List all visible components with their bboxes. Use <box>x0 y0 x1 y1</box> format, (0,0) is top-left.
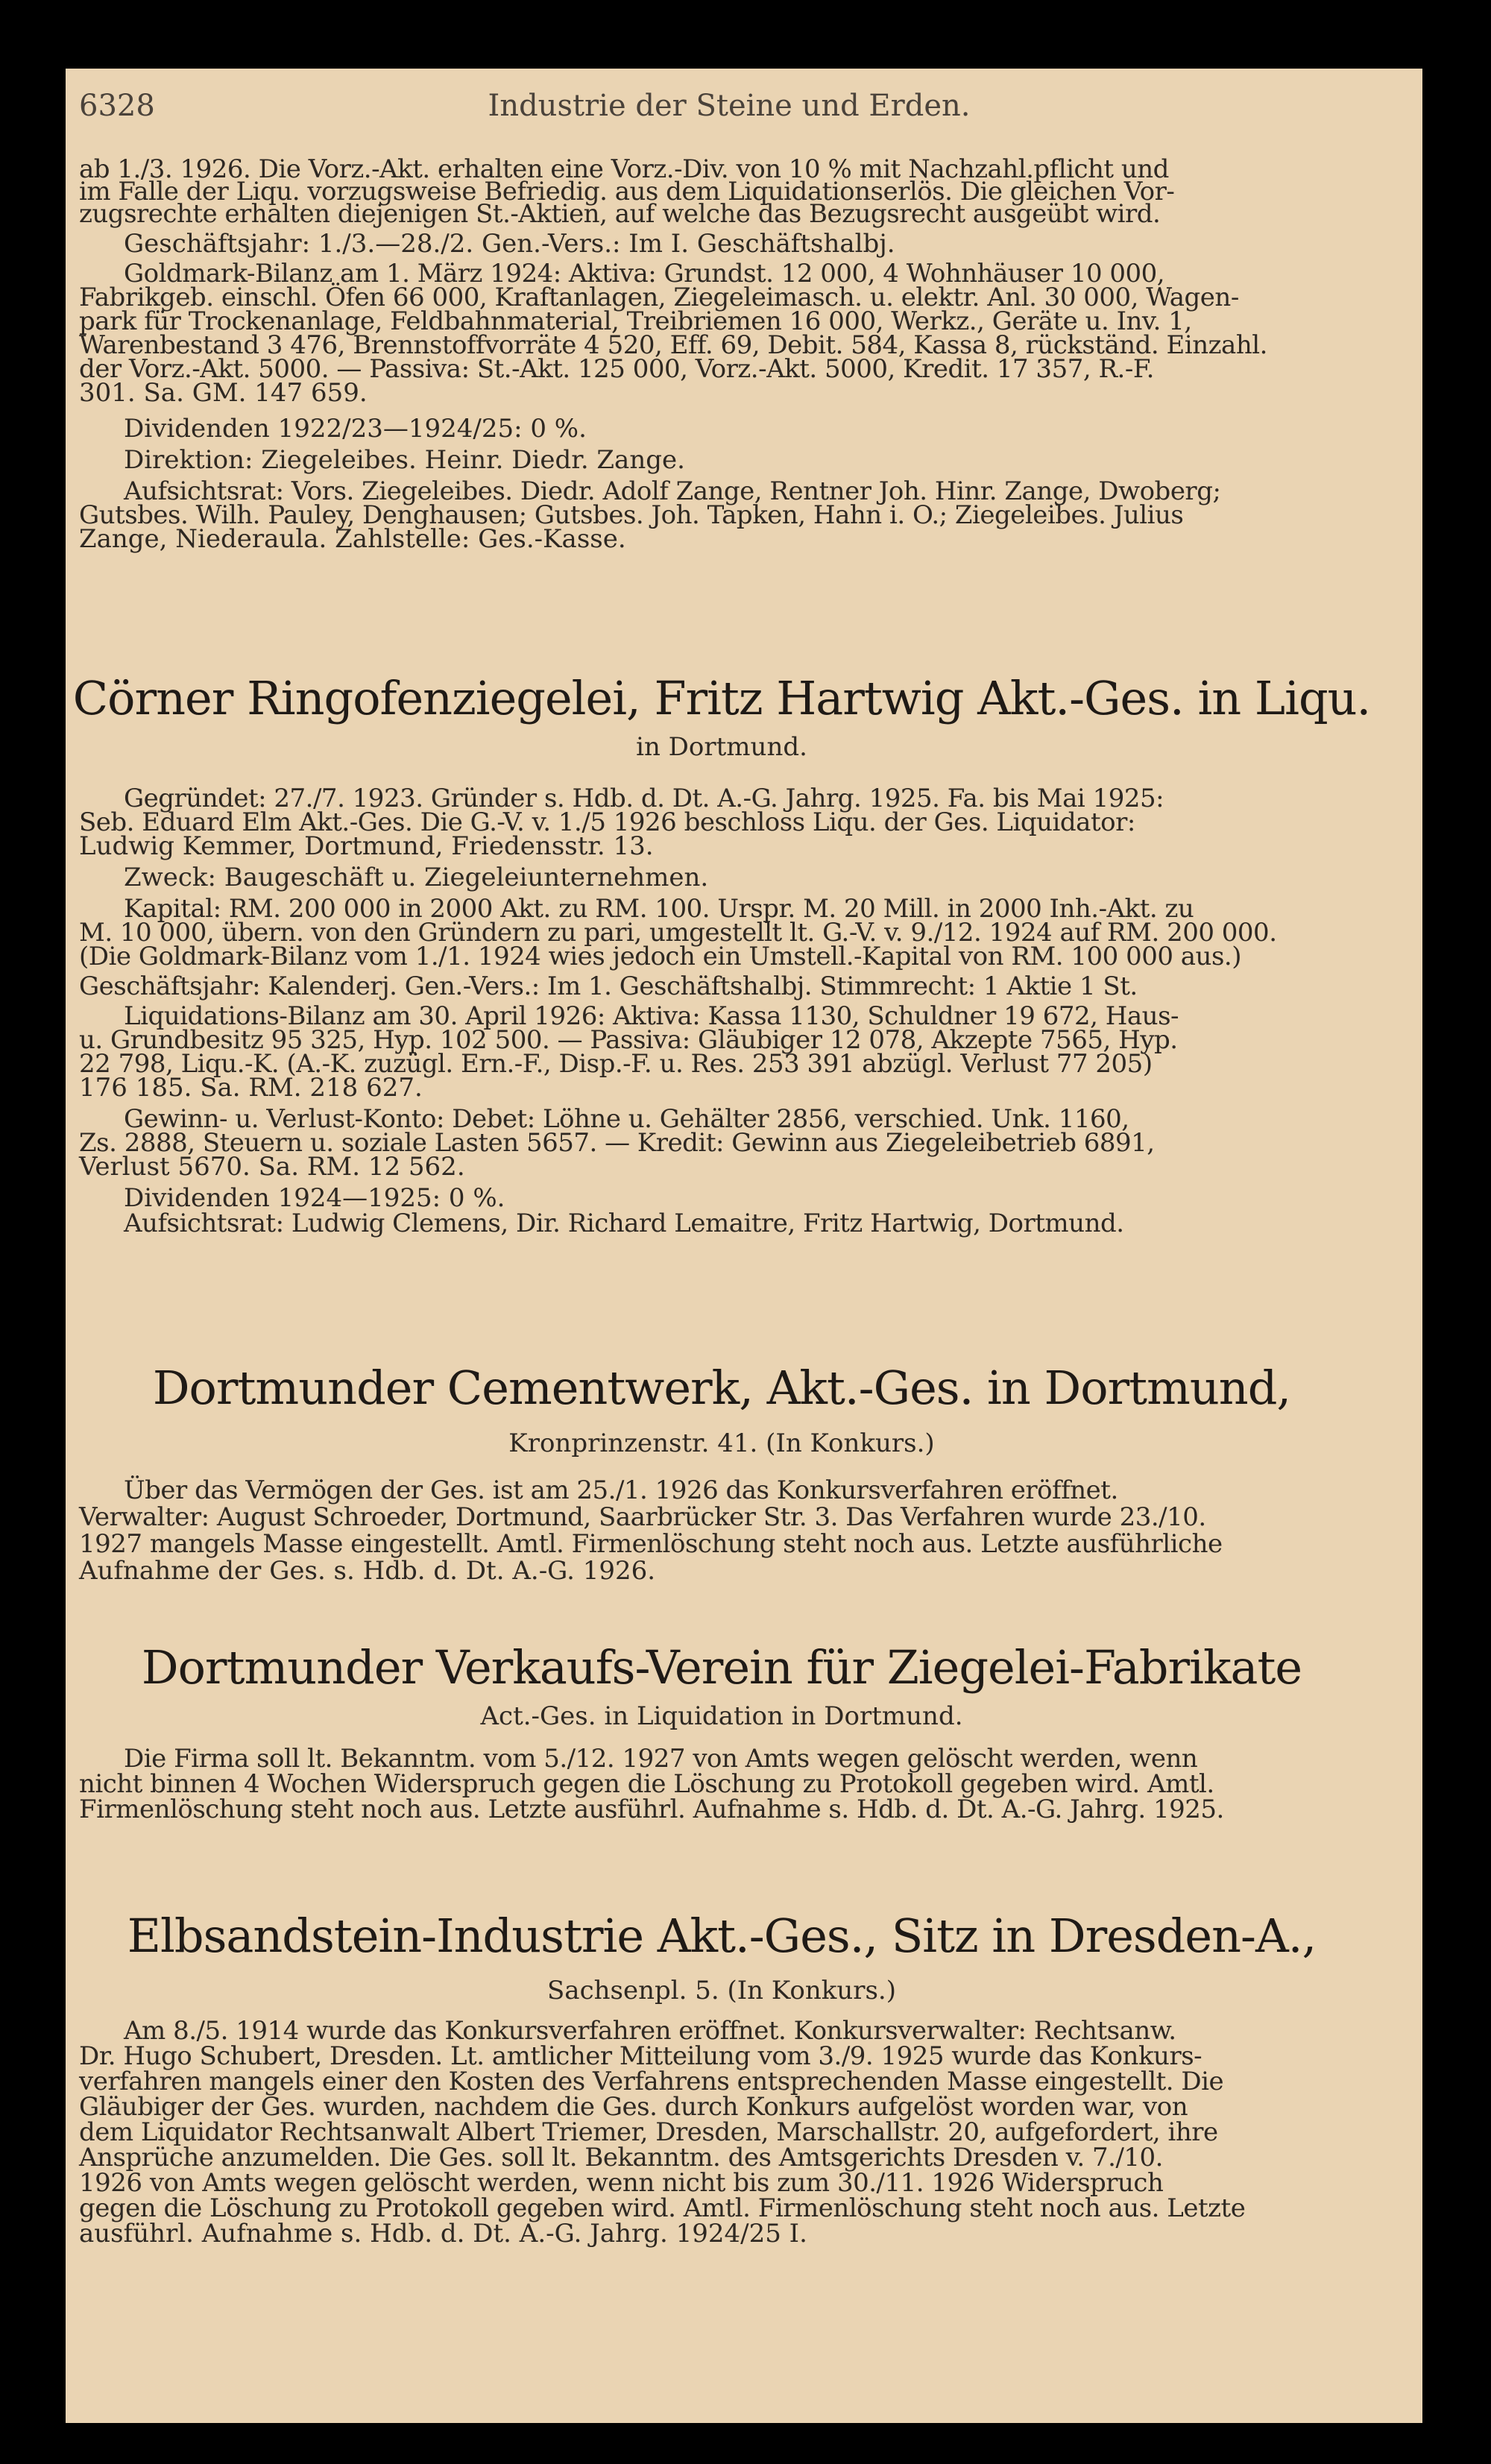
text-line: Aufsichtsrat: Ludwig Clemens, Dir. Richard Lemaitre, Fritz Hartwig, Dortmund. <box>124 1209 1124 1238</box>
text-line: Gegründet: 27./7. 1923. Gründer s. Hdb. d. Dt. A.-G. Jahrg. 1925. Fa. bis Mai 1925: <box>124 784 1164 813</box>
text-line: dem Liquidator Rechtsanwalt Albert Triemer, Dresden, Marschallstr. 20, aufgefordert, ihre <box>79 2117 1218 2147</box>
text-line: Dividenden 1922/23—1924/25: 0 %. <box>124 414 587 444</box>
text-line: nicht binnen 4 Wochen Widerspruch gegen die Löschung zu Protokoll gegeben wird. Amtl. <box>79 1769 1214 1799</box>
entry-subtitle: Sachsenpl. 5. (In Konkurs.) <box>547 1976 896 2005</box>
text-line: Über das Vermögen der Ges. ist am 25./1. 1926 das Konkursverfahren eröffnet. <box>124 1475 1118 1505</box>
entry-title: Elbsandstein-Industrie Akt.-Ges., Sitz in Dresden-A., <box>127 1909 1317 1963</box>
text-line: Am 8./5. 1914 wurde das Konkursverfahren eröffnet. Konkursverwalter: Rechtsanw. <box>124 2016 1176 2046</box>
text-line: Verwalter: August Schroeder, Dortmund, Saarbrücker Str. 3. Das Verfahren wurde 23./10. <box>79 1502 1206 1532</box>
text-line: Gläubiger der Ges. wurden, nachdem die Ges. durch Konkurs aufgelöst worden war, von <box>79 2092 1188 2122</box>
text-line: Die Firma soll lt. Bekanntm. vom 5./12. 1927 von Amts wegen gelöscht werden, wenn <box>124 1744 1198 1774</box>
text-line: Aufnahme der Ges. s. Hdb. d. Dt. A.-G. 1926. <box>79 1556 656 1586</box>
text-line: zugsrechte erhalten diejenigen St.-Aktien, auf welche das Bezugsrecht ausgeübt wird. <box>79 199 1161 229</box>
text-line: u. Grundbesitz 95 325, Hyp. 102 500. — Passiva: Gläubiger 12 078, Akzepte 7565, Hyp. <box>79 1025 1178 1055</box>
text-line: Gutsbes. Wilh. Pauley, Denghausen; Gutsbes. Joh. Tapken, Hahn i. O.; Ziegeleibes. Julius <box>79 500 1184 530</box>
entry-subtitle: Kronprinzenstr. 41. (In Konkurs.) <box>508 1428 935 1458</box>
text-line: park für Trockenanlage, Feldbahnmaterial, Treibriemen 16 000, Werkz., Geräte u. Inv. 1, <box>79 306 1192 336</box>
text-line: Dr. Hugo Schubert, Dresden. Lt. amtlicher Mitteilung vom 3./9. 1925 wurde das Konkurs- <box>79 2041 1202 2071</box>
text-line: 176 185. Sa. RM. 218 627. <box>79 1073 423 1103</box>
text-line: Ansprüche anzumelden. Die Ges. soll lt. Bekanntm. des Amtsgerichts Dresden v. 7./10. <box>79 2143 1163 2172</box>
text-line: (Die Goldmark-Bilanz vom 1./1. 1924 wies jedoch ein Umstell.-Kapital von RM. 100 000 aus.) <box>79 942 1241 971</box>
running-title: Industrie der Steine und Erden. <box>488 89 971 123</box>
entry-subtitle: in Dortmund. <box>636 732 807 762</box>
text-line: Liquidations-Bilanz am 30. April 1926: Aktiva: Kassa 1130, Schuldner 19 672, Haus- <box>124 1001 1179 1031</box>
entry-subtitle: Act.-Ges. in Liquidation in Dortmund. <box>480 1701 963 1731</box>
text-line: Aufsichtsrat: Vors. Ziegeleibes. Diedr. Adolf Zange, Rentner Joh. Hinr. Zange, Dwoberg; <box>124 476 1221 506</box>
text-line: Zs. 2888, Steuern u. soziale Lasten 5657. — Kredit: Gewinn aus Ziegeleibetrieb 6891, <box>79 1128 1155 1158</box>
text-line: 1926 von Amts wegen gelöscht werden, wenn nicht bis zum 30./11. 1926 Widerspruch <box>79 2168 1164 2198</box>
text-line: Fabrikgeb. einschl. Öfen 66 000, Kraftanlagen, Ziegeleimasch. u. elektr. Anl. 30 000, Wagen- <box>79 283 1239 312</box>
text-line: Geschäftsjahr: 1./3.—28./2. Gen.-Vers.: Im I. Geschäftshalbj. <box>124 229 895 259</box>
text-line: ab 1./3. 1926. Die Vorz.-Akt. erhalten eine Vorz.-Div. von 10 % mit Nachzahl.pflicht und <box>79 154 1169 184</box>
text-line: Gewinn- u. Verlust-Konto: Debet: Löhne u. Gehälter 2856, verschied. Unk. 1160, <box>124 1104 1129 1134</box>
text-line: Direktion: Ziegeleibes. Heinr. Diedr. Zange. <box>124 445 685 475</box>
text-line: 22 798, Liqu.-K. (A.-K. zuzügl. Ern.-F., Disp.-F. u. Res. 253 391 abzügl. Verlust 77 205) <box>79 1049 1153 1079</box>
text-line: der Vorz.-Akt. 5000. — Passiva: St.-Akt. 125 000, Vorz.-Akt. 5000, Kredit. 17 357, R.-F. <box>79 354 1154 384</box>
text-line: Zweck: Baugeschäft u. Ziegeleiunternehmen. <box>124 863 709 892</box>
entry-title: Dortmunder Cementwerk, Akt.-Ges. in Dortmund, <box>152 1361 1291 1415</box>
text-line: gegen die Löschung zu Protokoll gegeben wird. Amtl. Firmenlöschung steht noch aus. Letzte <box>79 2193 1246 2223</box>
text-line: 1927 mangels Masse eingestellt. Amtl. Firmenlöschung steht noch aus. Letzte ausführliche <box>79 1529 1223 1559</box>
text-line: Verlust 5670. Sa. RM. 12 562. <box>79 1152 465 1182</box>
text-line: Goldmark-Bilanz am 1. März 1924: Aktiva: Grundst. 12 000, 4 Wohnhäuser 10 000, <box>124 259 1165 289</box>
entry-title: Cörner Ringofenziegelei, Fritz Hartwig Akt.-Ges. in Liqu. <box>72 671 1371 725</box>
text-line: Firmenlöschung steht noch aus. Letzte ausführl. Aufnahme s. Hdb. d. Dt. A.-G. Jahrg. 1925. <box>79 1795 1224 1824</box>
text-line: Warenbestand 3 476, Brennstoffvorräte 4 520, Eff. 69, Debit. 584, Kassa 8, rückständ. Einzahl. <box>79 330 1267 360</box>
text-line: ausführl. Aufnahme s. Hdb. d. Dt. A.-G. Jahrg. 1924/25 I. <box>79 2219 807 2249</box>
scanned-page <box>66 69 1422 2423</box>
text-line: Dividenden 1924—1925: 0 %. <box>124 1183 505 1213</box>
text-line: Seb. Eduard Elm Akt.-Ges. Die G.-V. v. 1./5 1926 beschloss Liqu. der Ges. Liquidator: <box>79 807 1135 837</box>
text-line: M. 10 000, übern. von den Gründern zu pari, umgestellt lt. G.-V. v. 9./12. 1924 auf RM. 200 000. <box>79 918 1277 948</box>
text-line: Ludwig Kemmer, Dortmund, Friedensstr. 13. <box>79 831 654 861</box>
text-line: Kapital: RM. 200 000 in 2000 Akt. zu RM. 100. Urspr. M. 20 Mill. in 2000 Inh.-Akt. zu <box>124 894 1194 924</box>
text-line: verfahren mangels einer den Kosten des Verfahrens entsprechenden Masse eingestellt. Die <box>79 2067 1224 2096</box>
text-line: Geschäftsjahr: Kalenderj. Gen.-Vers.: Im 1. Geschäftshalbj. Stimmrecht: 1 Aktie 1 St. <box>79 971 1138 1001</box>
text-line: 301. Sa. GM. 147 659. <box>79 378 368 408</box>
text-line: im Falle der Liqu. vorzugsweise Befriedig. aus dem Liquidationserlös. Die gleichen Vor- <box>79 177 1175 207</box>
text-line: Zange, Niederaula. Zahlstelle: Ges.-Kasse. <box>79 524 626 554</box>
entry-title: Dortmunder Verkaufs-Verein für Ziegelei-Fabrikate <box>141 1640 1302 1695</box>
page-number: 6328 <box>79 89 155 123</box>
